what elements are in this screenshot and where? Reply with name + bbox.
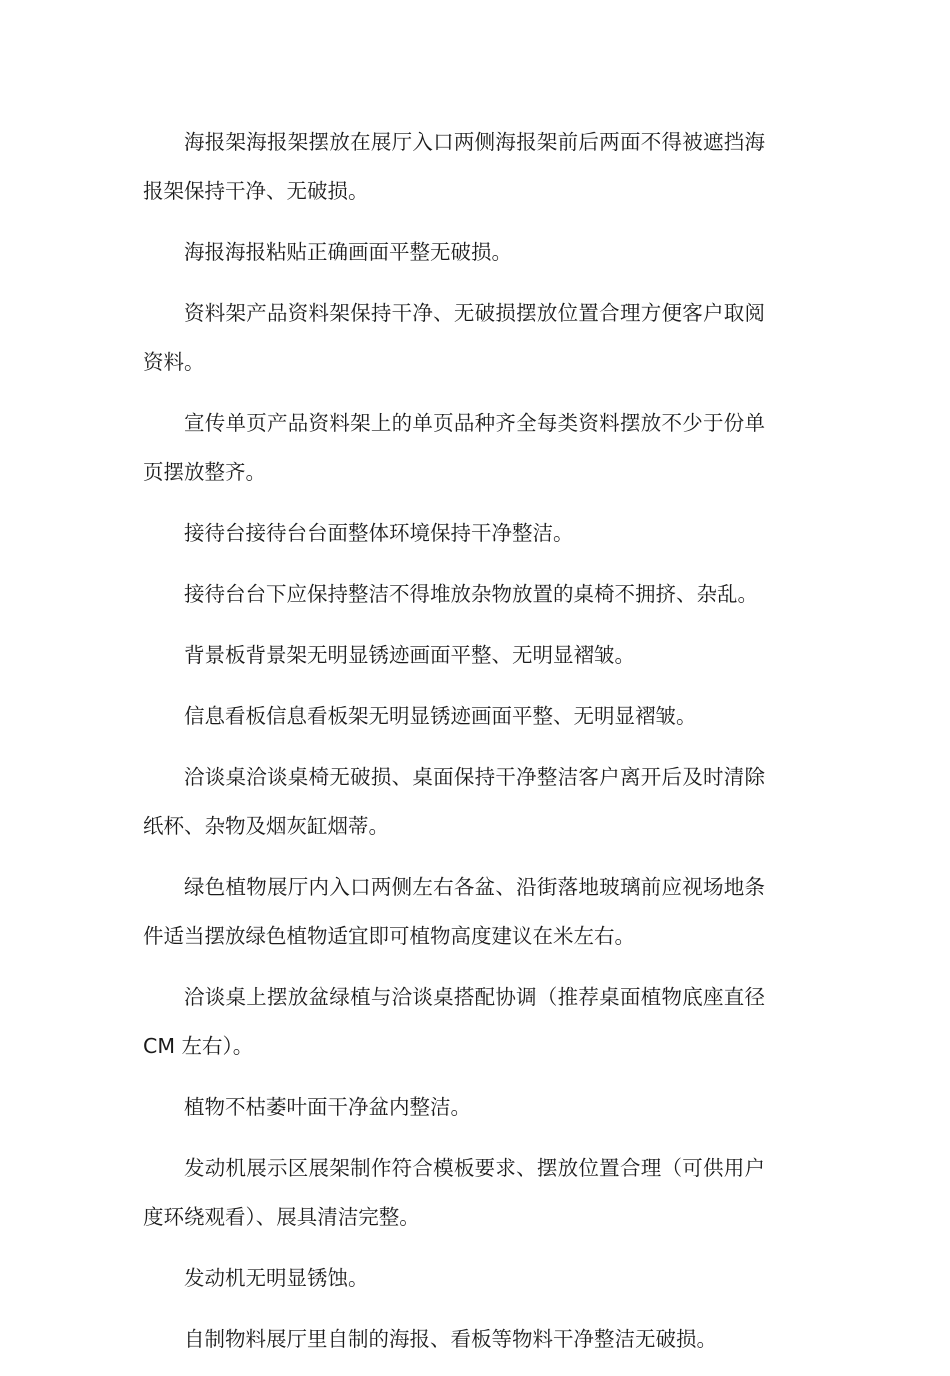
paragraph-engine-display: 发动机展示区展架制作符合模板要求、摆放位置合理（可供用户度环绕观看）、展具清洁完整。 [143,1156,765,1229]
paragraph-leaflet: 宣传单页产品资料架上的单页品种齐全每类资料摆放不少于份单页摆放整齐。 [143,411,765,484]
paragraph-info-board: 信息看板信息看板架无明显锈迹画面平整、无明显褶皱。 [184,704,697,728]
paragraph-reception-desk: 接待台接待台台面整体环境保持干净整洁。 [184,521,574,545]
paragraph-brochure-rack: 资料架产品资料架保持干净、无破损摆放位置合理方便客户取阅资料。 [143,301,765,374]
paragraph-green-plants: 绿色植物展厅内入口两侧左右各盆、沿街落地玻璃前应视场地条件适当摆放绿色植物适宜即可植物高度建议在米左右。 [143,875,765,948]
paragraph-table-plants: 洽谈桌上摆放盆绿植与洽谈桌搭配协调（推荐桌面植物底座直径CM 左右）。 [143,985,765,1058]
paragraph-backdrop: 背景板背景架无明显锈迹画面平整、无明显褶皱。 [184,643,635,667]
paragraph-self-made-materials: 自制物料展厅里自制的海报、看板等物料干净整洁无破损。 [184,1327,717,1351]
paragraph-poster-stand: 海报架海报架摆放在展厅入口两侧海报架前后两面不得被遮挡海报架保持干净、无破损。 [143,130,765,203]
paragraph-reception-desk-below: 接待台台下应保持整洁不得堆放杂物放置的桌椅不拥挤、杂乱。 [184,582,758,606]
paragraph-negotiation-table: 洽谈桌洽谈桌椅无破损、桌面保持干净整洁客户离开后及时清除纸杯、杂物及烟灰缸烟蒂。 [143,765,765,838]
paragraph-engine-rust: 发动机无明显锈蚀。 [184,1266,369,1290]
paragraph-plant-condition: 植物不枯萎叶面干净盆内整洁。 [184,1095,471,1119]
paragraph-poster: 海报海报粘贴正确画面平整无破损。 [184,240,512,264]
document-body [143,118,765,1376]
